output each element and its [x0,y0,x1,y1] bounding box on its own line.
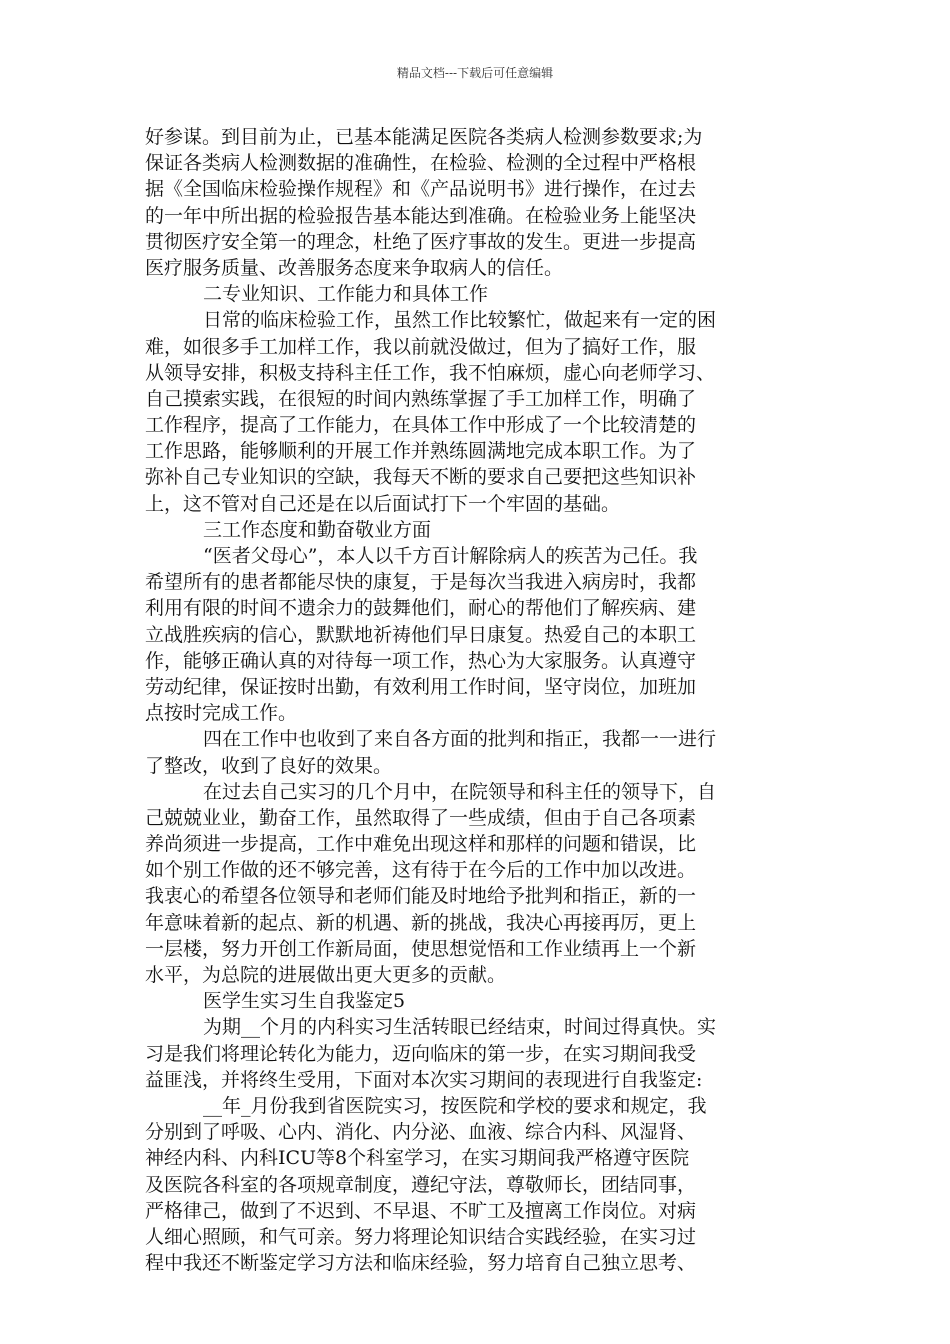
text-line: 如个别工作做的还不够完善，这有待于在今后的工作中加以改进。 [145,859,697,882]
text-line: “医者父母心”，本人以千方百计解除病人的疾苦为己任。我 [203,545,698,567]
text-line: 为期__个月的内科实习生活转眼已经结束，时间过得真快。实 [203,1016,717,1039]
text-line: 严格律己，做到了不迟到、不早退、不旷工及擅离工作岗位。对病 [145,1199,697,1222]
text-line: 习是我们将理论转化为能力，迈向临床的第一步，在实习期间我受 [145,1042,697,1065]
text-line: 日常的临床检验工作，虽然工作比较繁忙，做起来有一定的困 [203,309,717,332]
text-line: 自己摸索实践，在很短的时间内熟练掌握了手工加样工作，明确了 [145,387,697,410]
text-line: 医疗服务质量、改善服务态度来争取病人的信任。 [145,256,564,279]
text-line: 人细心照顾，和气可亲。努力将理论知识结合实践经验，在实习过 [145,1225,697,1248]
text-line: 据《全国临床检验操作规程》和《产品说明书》进行操作，在过去 [145,178,697,201]
text-line: 贯彻医疗安全第一的理念，杜绝了医疗事故的发生。更进一步提高 [145,230,697,253]
text-line: 工作程序，提高了工作能力，在具体工作中形成了一个比较清楚的 [145,414,697,437]
text-line: 益匪浅，并将终生受用，下面对本次实习期间的表现进行自我鉴定: [145,1068,703,1091]
text-line: 二专业知识、工作能力和具体工作 [203,283,489,306]
text-line: 从领导安排，积极支持科主任工作，我不怕麻烦，虚心向老师学习、 [145,361,716,384]
text-line: 养尚须进一步提高，工作中难免出现这样和那样的问题和错误，比 [145,833,697,856]
text-line: 三工作态度和勤奋敬业方面 [203,518,432,541]
text-line: 工作思路，能够顺利的开展工作并熟练圆满地完成本职工作。为了 [145,440,697,463]
text-line: 在过去自己实习的几个月中，在院领导和科主任的领导下，自 [203,780,717,803]
page-header: 精品文档---下载后可任意编辑 [396,66,554,80]
text-line: 年意味着新的起点、新的机遇、新的挑战，我决心再接再厉，更上 [145,911,697,934]
text-line: 的一年中所出据的检验报告基本能达到准确。在检验业务上能坚决 [145,204,697,227]
text-line: 难，如很多手工加样工作，我以前就没做过，但为了搞好工作，服 [145,335,697,358]
text-line: 一层楼，努力开创工作新局面，使思想觉悟和工作业绩再上一个新 [145,937,697,960]
text-line: 利用有限的时间不遗余力的鼓舞他们，耐心的帮他们了解疾病、建 [145,597,697,620]
text-line: 四在工作中也收到了来自各方面的批判和指正，我都一一进行 [203,728,717,751]
text-line: 分别到了呼吸、心内、消化、内分泌、血液、综合内科、风湿肾、 [145,1121,697,1144]
text-line: 程中我还不断鉴定学习方法和临床经验，努力培育自己独立思考、 [145,1252,697,1275]
body-text [145,124,810,1276]
text-line: 了整改，收到了良好的效果。 [145,754,393,777]
text-line: 保证各类病人检测数据的准确性，在检验、检测的全过程中严格根 [145,152,697,175]
text-line: __年_月份我到省医院实习，按医院和学校的要求和规定，我 [203,1094,707,1117]
text-line: 好参谋。到目前为止，已基本能满足医院各类病人检测参数要求;为 [145,126,703,148]
text-line: 立战胜疾病的信心，默默地祈祷他们早日康复。热爱自己的本职工 [145,623,697,646]
text-line: 上，这不管对自己还是在以后面试打下一个牢固的基础。 [145,492,621,515]
text-line: 己兢兢业业，勤奋工作，虽然取得了一些成绩，但由于自己各项素 [145,806,697,829]
text-line: 希望所有的患者都能尽快的康复，于是每次当我进入病房时，我都 [145,571,697,594]
text-line: 点按时完成工作。 [145,702,298,725]
text-line: 神经内科、内科ICU等8个科室学习，在实习期间我严格遵守医院 [145,1147,690,1170]
text-line: 弥补自己专业知识的空缺，我每天不断的要求自己要把这些知识补 [145,466,697,489]
text-line: 水平，为总院的进展做出更大更多的贡献。 [145,964,507,986]
text-line: 及医院各科室的各项规章制度，遵纪守法，尊敬师长，团结同事， [145,1173,697,1196]
text-line: 劳动纪律，保证按时出勤，有效利用工作时间，坚守岗位，加班加 [145,675,697,698]
text-line: 医学生实习生自我鉴定5 [203,990,406,1013]
text-line: 我衷心的希望各位领导和老师们能及时地给予批判和指正，新的一 [145,885,697,908]
text-line: 作，能够正确认真的对待每一项工作，热心为大家服务。认真遵守 [145,649,697,672]
